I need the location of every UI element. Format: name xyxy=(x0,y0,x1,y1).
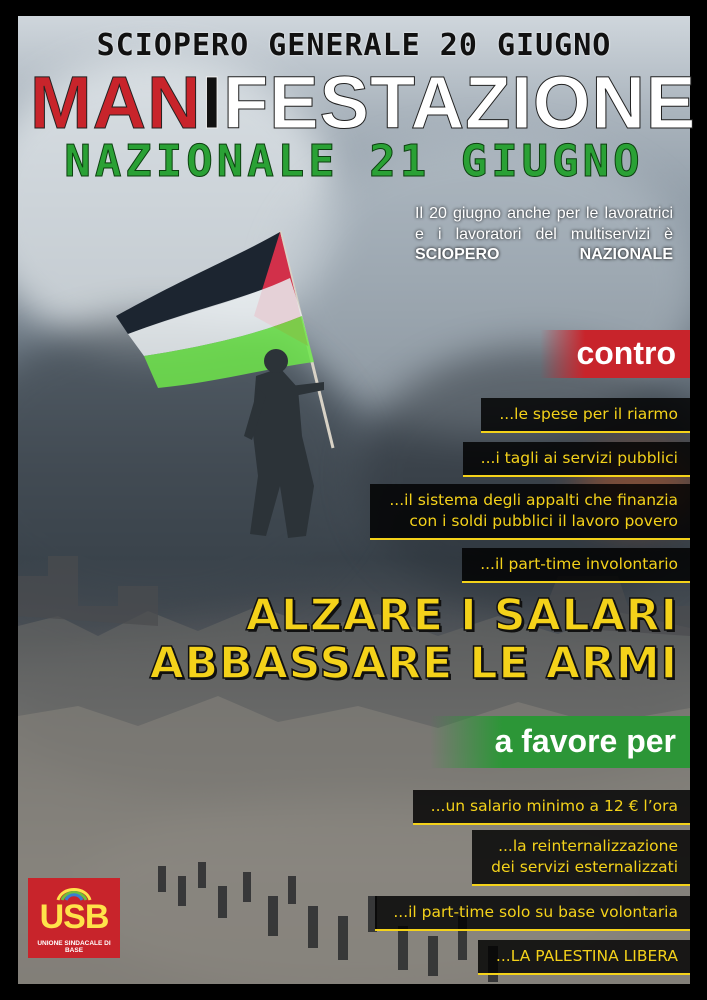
contro-label: contro xyxy=(540,330,690,378)
logo-text: USB xyxy=(39,898,109,936)
intro-text xyxy=(415,204,673,266)
manifestazione-heading xyxy=(30,61,697,144)
slogan-line-2: ABBASSARE LE ARMI xyxy=(149,638,678,689)
strike-date-heading: SCIOPERO GENERALE 20 GIUGNO xyxy=(96,28,612,63)
national-date-heading: NAZIONALE 21 GIUGNO xyxy=(64,136,644,187)
favore-item: ...un salario minimo a 12 € l’ora xyxy=(413,790,690,825)
contro-item: ...le spese per il riarmo xyxy=(481,398,690,433)
usb-logo xyxy=(28,878,120,958)
heading-red-part: MAN xyxy=(30,61,202,144)
contro-item: ...il part-time involontario xyxy=(462,548,690,583)
contro-item: ...il sistema degli appalti che finanzia con i soldi pubblici il lavoro povero xyxy=(370,484,690,540)
intro-bold: SCIOPERO NAZIONALE xyxy=(415,246,673,263)
contro-item: ...i tagli ai servizi pubblici xyxy=(463,442,690,477)
slogan-line-1: ALZARE I SALARI xyxy=(245,590,678,641)
favore-item: ...il part-time solo su base volontaria xyxy=(375,896,690,931)
heading-white-part: FESTAZIONE xyxy=(223,61,697,144)
logo-subtitle: UNIONE SINDACALE DI BASE xyxy=(37,940,111,954)
favore-item: ...la reinternalizzazione dei servizi esternalizzati xyxy=(472,830,690,886)
favore-item: ...LA PALESTINA LIBERA xyxy=(478,940,690,975)
favore-label: a favore per xyxy=(430,716,690,768)
intro-body: Il 20 giugno anche per le lavoratrici e i lavoratori del multiservizi è xyxy=(415,205,673,243)
heading-black-part: I xyxy=(201,61,224,144)
